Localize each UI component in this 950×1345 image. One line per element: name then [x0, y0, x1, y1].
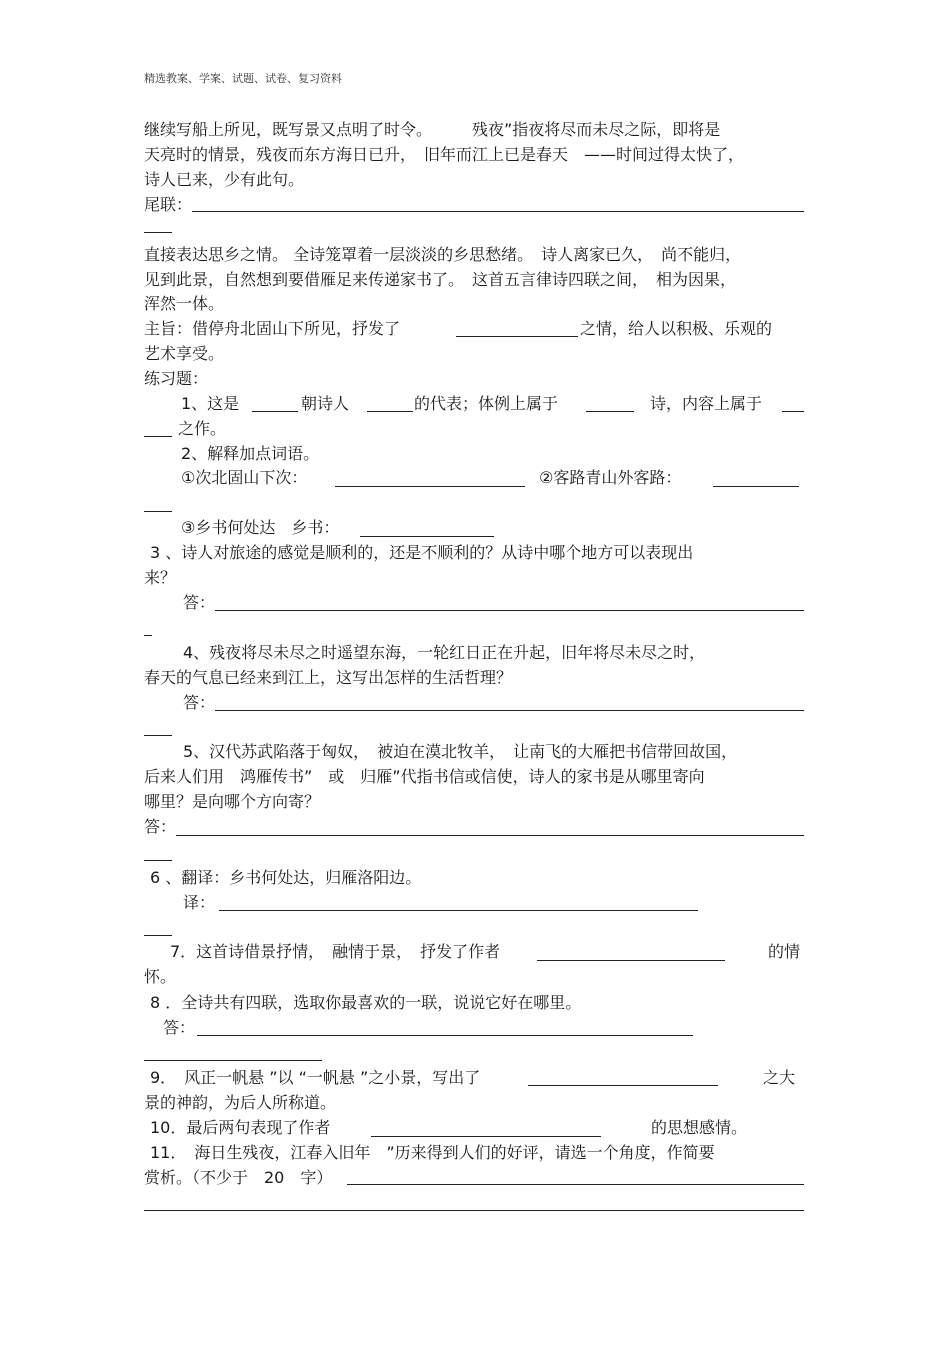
q9-text: 9． 风正一帆悬 ”以 “一帆悬 ”之小景，写出了	[150, 1068, 481, 1087]
text-line: 天亮时的情景，残夜而东方海日已升， 旧年而江上已是春天 ——时间过得太快了，	[144, 145, 745, 164]
q7-text: 怀。	[144, 967, 177, 986]
q2-item: ③乡书何处达 乡书：	[181, 518, 340, 537]
q7-blank[interactable]	[537, 960, 725, 961]
theme-blank[interactable]	[456, 336, 578, 337]
q3-text: 来？	[144, 568, 177, 587]
answer-label: 答：	[144, 817, 177, 836]
blank-continuation	[144, 635, 152, 636]
text-line: 浑然一体。	[144, 294, 225, 313]
q6-text: 6 、翻译：乡书何处达，归雁洛阳边。	[150, 868, 422, 887]
q6-translation-blank[interactable]	[219, 910, 698, 911]
blank-continuation	[144, 232, 172, 233]
answer-label: 答：	[183, 693, 216, 712]
q1-text: 朝诗人	[301, 394, 350, 413]
q1-blank-content-cont[interactable]	[144, 436, 172, 437]
q1-text: 1、这是	[181, 394, 240, 413]
q4-answer-blank[interactable]	[215, 710, 804, 711]
q7-text: 7．这首诗借景抒情， 融情于景， 抒发了作者	[170, 942, 501, 961]
q5-answer-blank[interactable]	[176, 835, 804, 836]
q10-blank[interactable]	[371, 1136, 601, 1137]
q2-blank-xiangshu[interactable]	[360, 536, 494, 537]
theme-label: 主旨：借停舟北固山下所见，抒发了	[144, 319, 401, 338]
q1-blank-dynasty[interactable]	[252, 411, 298, 412]
q1-blank-poet[interactable]	[367, 411, 413, 412]
q8-text: 8 ．全诗共有四联，选取你最喜欢的一联，说说它好在哪里。	[150, 993, 582, 1012]
q1-text: 的代表；体例上属于	[414, 394, 559, 413]
q2-item: ②客路青山外客路：	[539, 468, 682, 487]
q4-text: 4、残夜将尽未尽之时遥望东海，一轮红日正在升起，旧年将尽未尽之时，	[183, 643, 706, 662]
q3-text: 3 、诗人对旅途的感觉是顺利的，还是不顺利的？从诗中哪个地方可以表现出	[150, 543, 694, 562]
text-line: 直接表达思乡之情。 全诗笼罩着一层淡淡的乡思愁绪。 诗人离家已久， 尚不能归，	[144, 245, 742, 264]
q9-text: 景的神韵，为后人所称道。	[144, 1093, 337, 1112]
q5-text: 5、汉代苏武陷落于匈奴， 被迫在漠北牧羊， 让南飞的大雁把书信带回故国，	[183, 742, 738, 761]
q1-blank-form[interactable]	[586, 411, 634, 412]
q3-answer-blank[interactable]	[215, 610, 804, 611]
blank-continuation	[144, 511, 172, 512]
q5-text: 哪里？是向哪个方向寄？	[144, 792, 321, 811]
text-line: 见到此景，自然想到要借雁足来传递家书了。 这首五言律诗四联之间， 相为因果，	[144, 270, 737, 289]
blank-continuation	[144, 735, 172, 736]
q5-text: 后来人们用 鸿雁传书” 或 归雁”代指书信或信使，诗人的家书是从哪里寄向	[144, 767, 705, 786]
q11-text: 11． 海日生残夜，江春入旧年 ”历来得到人们的好评，请选一个角度，作简要	[150, 1143, 715, 1162]
q1-text: 诗，内容上属于	[650, 394, 763, 413]
text-line: 之情，给人以积极、乐观的	[580, 319, 773, 338]
q8-answer-blank[interactable]	[197, 1035, 693, 1036]
q10-text: 的思想感情。	[651, 1118, 748, 1137]
q7-text: 的情	[768, 942, 801, 961]
translate-label: 译：	[183, 893, 216, 912]
q1-blank-content[interactable]	[782, 411, 804, 412]
q4-text: 春天的气息已经来到江上，这写出怎样的生活哲理？	[144, 668, 513, 687]
page-header: 精选教案、学案、试题、试卷、复习资料	[144, 72, 342, 85]
q2-text: 2、解释加点词语。	[181, 444, 320, 463]
wei-lian-label: 尾联：	[144, 195, 193, 214]
q9-blank[interactable]	[528, 1085, 718, 1086]
wei-lian-blank[interactable]	[192, 211, 804, 212]
q11-answer-blank-cont[interactable]	[144, 1210, 804, 1211]
q11-text: 赏析。（不少于 20 字）	[144, 1168, 333, 1187]
q10-text: 10．最后两句表现了作者	[150, 1118, 331, 1137]
q8-answer-blank-cont[interactable]	[144, 1060, 322, 1061]
text-line: 艺术享受。	[144, 344, 225, 363]
text-line: 诗人已来，少有此句。	[144, 170, 305, 189]
answer-label: 答：	[163, 1018, 196, 1037]
q1-text: 之作。	[178, 419, 227, 438]
q9-text: 之大	[763, 1068, 796, 1087]
blank-continuation	[144, 935, 172, 936]
exercises-heading: 练习题：	[144, 369, 209, 388]
blank-continuation	[144, 860, 172, 861]
q2-item: ①次北固山下次：	[181, 468, 308, 487]
q2-blank-ci[interactable]	[335, 486, 525, 487]
q11-answer-blank[interactable]	[347, 1184, 804, 1185]
q2-blank-kelu[interactable]	[713, 486, 799, 487]
answer-label: 答：	[183, 593, 216, 612]
text-line: 继续写船上所见，既写景又点明了时令。 残夜”指夜将尽而未尽之际，即将是	[144, 120, 721, 139]
